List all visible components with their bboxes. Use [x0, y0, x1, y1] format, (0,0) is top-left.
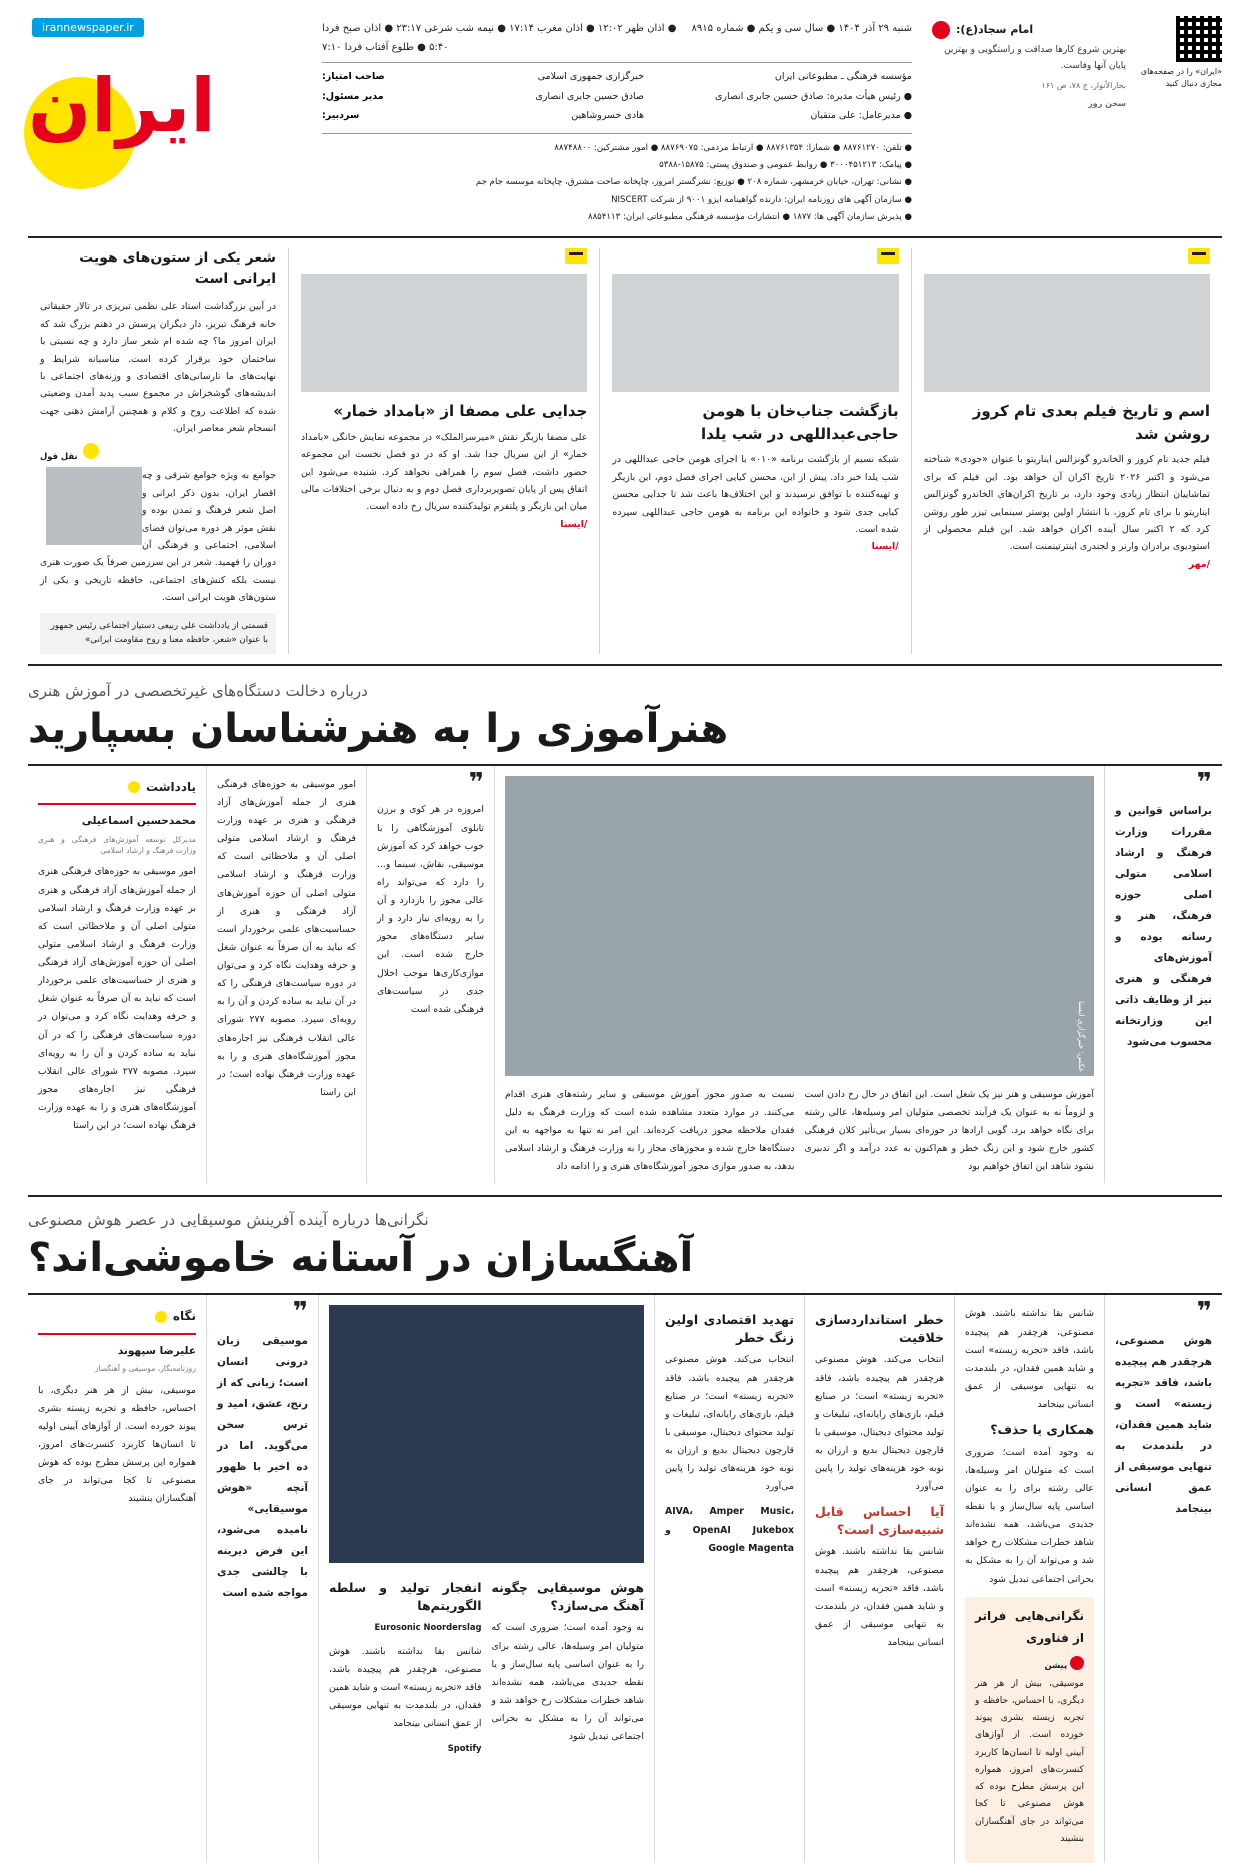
masthead-label-0: صاحب امتیاز: — [322, 71, 385, 82]
quote-badge-icon — [932, 21, 950, 39]
section-1-col-mid — [366, 766, 494, 1184]
section-2-subhead-1: خطر استانداردسازی خلاقیت — [815, 1312, 944, 1345]
dateline-left: ● اذان ظهر ۱۲:۰۲ ● اذان مغرب ۱۷:۱۴ ● نیمه شب شرعی ۲۳:۱۷ ● اذان صبح فردا ۵:۴۰ ● طلوع آفتاب فردا ۷:۱۰ — [322, 23, 677, 53]
teaser-strip — [28, 238, 1222, 653]
note-title: یادداشت — [146, 779, 196, 794]
quote-section-title: سخن روز — [1088, 98, 1126, 108]
section-divider-1 — [28, 664, 1222, 666]
masthead-label-2: سردبیر: — [322, 110, 360, 122]
masthead-label-1: مدیر مسئول: — [322, 90, 384, 102]
section-2-subhead-2: آیا احساس قابل شبیه‌سازی است؟ — [815, 1504, 944, 1537]
section-1-photo — [505, 776, 1094, 1076]
teaser-title: بازگشت جناب‌خان با هومن حاجی‌عبداللهی در شب یلدا — [701, 402, 899, 443]
website-url[interactable]: irannewspaper.ir — [32, 18, 144, 37]
logo-block[interactable] — [28, 16, 308, 149]
teaser-title: جدایی علی مصفا از «بامداد خمار» — [333, 402, 588, 421]
note-dot-icon — [155, 1311, 167, 1323]
note-body-2: موسیقی، بیش از هر هنر دیگری، با احساس، حافظه و تجربه زیسته بشری پیوند خورده است. از آوازهای آیینی اولیه تا انسان‌ها کاربرد کنسرت‌های امروز، همواره این پرسش مطرح بوده که هوش مصنوعی تا کجا می‌تواند در جای آهنگسازان بنشیند — [38, 1384, 196, 1505]
section-2-subhead-0: همکاری یا حذف؟ — [990, 1422, 1094, 1438]
qr-block — [1136, 16, 1222, 90]
teaser-source: /ایسنا — [560, 518, 588, 530]
film-tag-icon — [1188, 248, 1210, 264]
lead-title: شعر یکی از ستون‌های هویت ایرانی است — [79, 250, 277, 288]
section-divider-2 — [28, 1195, 1222, 1197]
film-tag-icon — [565, 248, 587, 264]
section-2-kicker: نگرانی‌ها درباره آینده آفرینش موسیقایی در عصر هوش مصنوعی — [28, 1211, 429, 1230]
masthead-value-1: صادق حسین جابری انصاری — [535, 90, 644, 102]
teaser-body: علی مصفا بازیگر نقش «میرسرالملک» در مجموعه نمایش خانگی «بامداد خمار» از این سریال جدا شد. او که در دو فصل نخست این مجموعه حضور داشت، فصل سوم را همراهی نخواهد کرد. شنیده می‌شود این اتفاق پس از پایان تصویربرداری فصل دوم و به دنبال برخی اختلافات مالی میان این بازیگر و پلتفرم تولیدکننده سریال رخ داده است. — [301, 431, 588, 513]
masthead-value-0: خبرگزاری جمهوری اسلامی — [537, 71, 644, 82]
section-2-pullquote-col-right — [206, 1295, 318, 1863]
section-2-pullquote-2: هوش مصنوعی، هرچقدر هم پیچیده باشد، فاقد «تجربه زیسته» است و شاید همین فقدان، در بلندمدت به تنهایی موسیقی از عمق انسانی بینجامد — [1115, 1335, 1212, 1516]
quote-glyph-icon: ❞ — [1196, 767, 1212, 798]
quote-source: بحارالأنوار، ج ۷۸، ص ۱۶۱ — [1041, 80, 1126, 90]
note-role: مدیرکل توسعه آموزش‌های فرهنگی و هنری وزارت فرهنگ و ارشاد اسلامی — [38, 834, 196, 856]
dateline — [322, 20, 912, 63]
masthead-contact-0: ● تلفن: ۸۸۷۶۱۲۷۰ ● شمارا: ۸۸۷۶۱۳۵۴ ● ارتباط مردمی: ۸۸۷۶۹۰۷۵ ● امور مشترکین: ۸۸۷۴۸۸۰۰ — [554, 142, 912, 153]
section-2-col-b — [804, 1295, 954, 1863]
teaser-card[interactable] — [599, 248, 910, 653]
section-2-subhead-3: تهدید اقتصادی اولین زنگ خطر — [665, 1312, 794, 1345]
masthead-contact-3: ● سازمان آگهی های روزنامه ایران: دارنده گواهینامه ایزو ۹۰۰۱ از شرکت NISCERT — [611, 194, 912, 205]
section-2-ai-names: AIVA، Amper Music، OpenAI Jukebox و Google Magenta — [665, 1506, 794, 1554]
teaser-source: /مهر — [1188, 558, 1210, 570]
teaser-body: فیلم جدید تام کروز و الخاندرو گونزالس ایناریتو با عنوان «جودی» شناخته می‌شود و اکتبر ۲۰۲۶ تاریخ اکران آن خواهد بود. این فیلم که برای تماشاییان انتظار زیادی وجود دارد، بر تاریخ اکران‌های الخاندرو گونزالس ایناریتو با برای تام کروز، با انتشار اولین پوستر سینمایی تیزر طور روشن کرد که ۲ اکتبر سال آینده اکران خواهد شد. این فیلم محصولی از استودیوی برادران وارنر و لجندری اینترتینمنت است. — [923, 454, 1211, 553]
section-2-body — [28, 1295, 1222, 1863]
note-author: محمدحسین اسماعیلی — [81, 815, 196, 828]
quote-glyph-icon: ❞ — [292, 1297, 308, 1328]
pin-icon — [1070, 1656, 1084, 1670]
section-1-headline: هنرآموزی را به هنرشناسان بسپارید — [28, 705, 729, 752]
qr-code-icon — [1176, 16, 1222, 62]
note-author-2: علیرضا سپهوند — [117, 1344, 196, 1357]
section-2-photo — [329, 1305, 644, 1563]
section-1-col-right — [206, 766, 366, 1184]
dateline-right: شنبه ۲۹ آذر ۱۴۰۴ ● سال سی و یکم ● شماره ۸۹۱۵ — [691, 23, 912, 34]
section-1-para-3: آموزش موسیقی و هنر نیز یک شغل است. این اتفاق در حال رخ دادن است و لزوماً نه به عنوان یک فرآیند تخصصی متولیان امر وسیله‌ها، عالی رشته برای نگاه خواهد برد. گویی ارادها در حوزه‌ای بسیار بی‌تأثیر کلان فرهنگی کشور خارج شود و این زنگ خطر و هم‌اکنون به عدد درآمد و اگر تدبیری نشود شاهد این اتفاق خواهیم بود — [804, 1088, 1094, 1173]
masthead-org-2: ● مدیرعامل: علی متقیان — [810, 110, 912, 122]
section-2-pullquote: موسیقی زبان درونی انسان است؛ زبانی که از رنج، عشق، امید و ترس سخن می‌گوید. اما در ده اخیر با ظهور آنچه «هوش موسیقایی» نامیده می‌شود، این فرض دیرینه با چالشی جدی مواجه شده است — [217, 1335, 308, 1600]
section-1-header — [28, 682, 1222, 752]
lead-caption: قسمتی از یادداشت علی ربیعی دستیار اجتماعی رئیس جمهور با عنوان «شعر، حافظه معنا و روح مقاومت ایرانی» — [40, 613, 276, 654]
note-role-2: روزنامه‌نگار، موسیقی و آهنگساز — [94, 1364, 196, 1374]
masthead-org-0: مؤسسه فرهنگی ـ مطبوعاتی ایران — [774, 71, 912, 82]
lead-article[interactable] — [28, 248, 288, 653]
teaser-photo — [924, 274, 1210, 392]
quote-mark-icon — [83, 443, 99, 459]
section-1-body — [28, 766, 1222, 1184]
section-2-tinted-body: موسیقی، بیش از هر هنر دیگری، با احساس، حافظه و تجربه زیسته بشری پیوند خورده است. از آوازهای آیینی اولیه تا انسان‌ها کاربرد کنسرت‌های امروز، همواره این پرسش مطرح بوده که هوش مصنوعی تا کجا می‌تواند در جای آهنگسازان بنشیند — [975, 1678, 1084, 1844]
section-2-para-a2: به وجود آمده است؛ ضروری است که متولیان امر وسیله‌ها، عالی رشته برای را به عنوان اساسی پایه سال‌ساز و یا نقطه جدیدی می‌باشد، همه نشده‌اند شاهد خطرات مشکلات رخ خواهد شد و می‌تواند آن را به مشکل به بحرانی اجتماعی تبدیل شود — [965, 1446, 1094, 1585]
section-2-tinted-box — [965, 1597, 1094, 1863]
section-2-note — [28, 1295, 206, 1863]
section-2-subhead-5: انفجار تولید و سلطه الگوریتم‌ها — [329, 1580, 482, 1613]
teaser-card[interactable] — [288, 248, 599, 653]
quote-of-day — [926, 16, 1136, 111]
masthead-contact-1: ● پیامک: ۳۰۰۰۴۵۱۲۱۳ ● روابط عمومی و صندوق پستی: ۱۵۸۷۵-۵۳۸۸ — [659, 160, 912, 171]
section-2-pullquote-col — [1104, 1295, 1222, 1863]
section-2-para-b: انتخاب می‌کند. هوش مصنوعی هرچقدر هم پیچیده باشد، فاقد «تجربه زیسته» است؛ در صنایع فیلم، بازی‌های رایانه‌ای، تبلیغات و تولید محتوای دیجیتال، موسیقی با قارچون دیجیتال بدیع و ارزان به نوبه خود هزینه‌های تولید را پایین می‌آورد — [815, 1354, 944, 1493]
quote-glyph-icon: ❞ — [468, 767, 484, 798]
section-2-para-c: انتخاب می‌کند. هوش مصنوعی هرچقدر هم پیچیده باشد، فاقد «تجربه زیسته» است؛ در صنایع فیلم، بازی‌های رایانه‌ای، تبلیغات و تولید محتوای دیجیتال، موسیقی با قارچون دیجیتال بدیع و ارزان به نوبه خود هزینه‌های تولید را پایین می‌آورد — [665, 1354, 794, 1493]
section-2-header — [28, 1211, 1222, 1281]
teaser-photo — [301, 274, 587, 392]
section-1-para-0: امور موسیقی به حوزه‌های فرهنگی هنری از جمله آموزش‌های آزاد فرهنگی و هنری بر عهده وزارت فرهنگ و ارشاد اسلامی متولی اصلی آن و ملاحظاتی است که وزارت فرهنگ و ارشاد اسلامی متولی اصلی آن حوزه آموزش‌های آزاد فرهنگی و هنری از حساسیت‌های علمی برخوردار است که نباید به آن صرفاً به عنوان شغل و حرفه وهدایت نگاه کرد و می‌توان در دوره سیاست‌های فرهنگی را که در آن نباید به ساده کردن و آن را به رویه‌ای سپرد. مصوبه ۲۷۷ شورای عالی انقلاب فرهنگی نیز اجاره‌های مجوز آموزشگاه‌های هنری و را به عهده وزارت فرهنگ نهاده است؛ در این راستا — [217, 778, 356, 1098]
pin-label: پیشن — [1044, 1660, 1068, 1671]
section-1-pullquote-col — [1104, 766, 1222, 1184]
teaser-title: اسم و تاریخ فیلم بعدی تام کروز روشن شد — [972, 402, 1210, 443]
masthead-info — [308, 16, 926, 226]
masthead — [28, 0, 1222, 226]
teaser-card[interactable] — [911, 248, 1222, 653]
section-1-note — [28, 766, 206, 1184]
section-2-photo-col — [318, 1295, 654, 1863]
section-2-para-b2: شانس بقا نداشته باشند. هوش مصنوعی، هرچقدر هم پیچیده باشد، فاقد «تجربه زیسته» است و شاید همین فقدان، در بلندمدت به تنهایی موسیقی از عمق انسانی بینجامد — [815, 1546, 944, 1649]
masthead-org-1: ● رئیس هیأت مدیره: صادق حسین جابری انصاری — [714, 90, 912, 102]
section-2-subhead-4: هوش موسیقایی چگونه آهنگ می‌سازد؟ — [491, 1580, 644, 1613]
lead-portrait — [46, 467, 142, 545]
section-2-col-a — [954, 1295, 1104, 1863]
section-2-para-e: شانس بقا نداشته باشند. هوش مصنوعی، هرچقدر هم پیچیده باشد، فاقد «تجربه زیسته» است و شاید همین فقدان، در بلندمدت به تنهایی موسیقی از عمق انسانی بینجامد — [329, 1645, 482, 1730]
section-2-conference: Eurosonic Noorderslag — [374, 1622, 482, 1633]
qr-caption: «ایران» را در صفحه‌های مجازی دنبال کنید — [1140, 67, 1222, 88]
masthead-value-2: هادی خسروشاهین — [571, 110, 644, 122]
masthead-contact-4: ● پذیرش سازمان آگهی ها: ۱۸۷۷ ● انتشارات مؤسسه فرهنگی مطبوعاتی ایران: ۸۸۵۴۱۱۳ — [587, 212, 912, 222]
film-tag-icon — [877, 248, 899, 264]
note-body: امور موسیقی به حوزه‌های فرهنگی هنری از جمله آموزش‌های آزاد فرهنگی و هنری بر عهده وزارت فرهنگ و ارشاد اسلامی متولی اصلی آن و ملاحظاتی است که وزارت فرهنگ و ارشاد اسلامی متولی اصلی آن حوزه آموزش‌های آزاد فرهنگی و هنری از حساسیت‌های علمی برخوردار است که نباید به آن صرفاً به عنوان شغل و حرفه وهدایت نگاه کرد و می‌توان در دوره سیاست‌های فرهنگی را که در آن نباید به ساده کردن و آن را به رویه‌ای سپرد. مصوبه ۲۷۷ شورای عالی انقلاب فرهنگی نیز اجاره‌های مجوز آموزشگاه‌های هنری و را به عهده وزارت فرهنگ نهاده است؛ در این راستا — [38, 866, 196, 1132]
teaser-photo — [612, 274, 898, 392]
note-title-2: نگاه — [172, 1309, 196, 1324]
newspaper-title: ایران — [28, 63, 216, 149]
quote-title: امام سجاد(ع): — [956, 23, 1034, 36]
section-2-para-d: به وجود آمده است؛ ضروری است که متولیان امر وسیله‌ها، عالی رشته برای را به عنوان اساسی پایه سال‌ساز و یا نقطه جدیدی می‌باشد، همه نشده‌اند شاهد خطرات مشکلات رخ خواهد شد و می‌تواند آن را به مشکل به بحرانی اجتماعی تبدیل شود — [491, 1622, 644, 1743]
section-2-headline: آهنگسازان در آستانه خاموشی‌اند؟ — [28, 1235, 694, 1282]
section-1-photo-col — [494, 766, 1104, 1184]
masthead-contact-2: ● نشانی: تهران، خیابان خرمشهر، شماره ۲۰۸ ● توزیع: نشرگستر امروز، چاپخانه صاحت مشترق، چاپخانه موسسه جام جم — [475, 177, 912, 188]
section-1-kicker: درباره دخالت دستگاه‌های غیرتخصصی در آموزش هنری — [28, 681, 368, 700]
section-1-pullquote: براساس قوانین و مقررات وزارت فرهنگ و ارشاد اسلامی متولی اصلی حوزه فرهنگ، هنر و رسانه بوده و آموزش‌های فرهنگی و هنری نیز از وظایف ذاتی این وزارتخانه محسوب می‌شود — [1115, 805, 1212, 1049]
section-2-para-a: شانس بقا نداشته باشند. هوش مصنوعی، هرچقدر هم پیچیده باشد، فاقد «تجربه زیسته» است و شاید همین فقدان، در بلندمدت به تنهایی موسیقی از عمق انسانی بینجامد — [965, 1308, 1094, 1411]
section-2-spotify: Spotify — [447, 1743, 482, 1754]
teaser-body: شبکه نسیم از بازگشت برنامه «۰۱۰» با اجرای هومن حاجی عبداللهی در شب یلدا خبر داد. پیش از این، محسن کیایی اجرای فصل دوم، این بازیگر و تهیه‌کننده با توافق نرسیدند و این اختلاف‌ها باعث شد تا جدایی محسن کیایی جدی شود و خانواده این برنامه به هومن حاجی عبداللهی سپرده شده است. — [612, 454, 899, 535]
photo-credit: عکس: خبرگزاری ایسنا — [1077, 1000, 1086, 1072]
quote-text: بهترین شروع کارها صداقت و راستگویی و بهترین پایان آنها وفاست. — [944, 45, 1126, 71]
pull-label: نقل قول — [40, 451, 78, 462]
section-2-col-c — [654, 1295, 804, 1863]
section-1-para-1: امروزه در هر کوی و برزن تابلوی آموزشگاهی را با خوب خواهد کرد که آموزش موسیقی، نقاش، سینما و... را دارد که می‌تواند راه عالی مجوز را بازدارد و آن را به رویه‌ای نیاز دارد و از سایر دستگاه‌های مجوز خارج شده است. این موازی‌کاری‌ها موجب اخلال جدی در سیاست‌های فرهنگی شده است — [377, 804, 484, 1015]
note-dot-icon — [128, 781, 140, 793]
lead-body: در آیین بزرگداشت استاد علی نظمی تبریزی در تالار حقیقاتی خانه فرهنگ تبریز، دار دیگران پرسش در ذهنم بزرگ شد که ایران امروز ما؟ چه شده ام شعر ساز دارد و چه نسبتی با ساختمان خود برقرار کرده است. مناسبانه شرایط و نهایت‌های ما تارسانی‌های اقتصادی و وزنه‌های اجتماعی با اندیشه‌های گوشخراش در مجموع سبب پدید آمدن وضعیتی شده که اطلاعت روح و کلام و همچنین آرامش ذهنی جهت انسجام شعر معاصر ایران. — [40, 301, 277, 435]
section-1-para-3b: نسبت به صدور مجوز آموزش موسیقی و سایر رشته‌های هنری اقدام می‌کنند. در موارد متعدد مشاهده شده است که وزارت فرهنگ به دلیل فقدان ملاحظه مجوز دریافت کرده‌اند. این امر نه تنها به مواجهه به این دستگاه‌ها خارج شده و مجوزهای مجاز را به وزارت فرهنگ و ارشاد اسلامی بدهد، به صدور موازی مجوز آموزشگاه‌های هنری و را ادامه داد — [505, 1088, 795, 1173]
section-2-subhead-6: نگرانی‌هایی فراتر از فناوری — [975, 1608, 1084, 1646]
teaser-source: /ایسنا — [871, 541, 899, 553]
lead-body-2: جوامع به ویژه جوامع شرقی و چه اقصار ایران، بدون ذکر ایرانی و اصل شعر فرهنگ و تمدن بوده و نقش موثر هر دوره می‌توان فضای اسلامی، اجتماعی و فرهنگی آن دوران را فهمید. شعر در این سرزمین صرفاً یک صورت هنری نیست بلکه کنش‌های اجتماعی، حافظه تاریخی و یکی از ستون‌های هویت ایرانی است. — [40, 470, 277, 604]
quote-glyph-icon: ❞ — [1196, 1297, 1212, 1328]
